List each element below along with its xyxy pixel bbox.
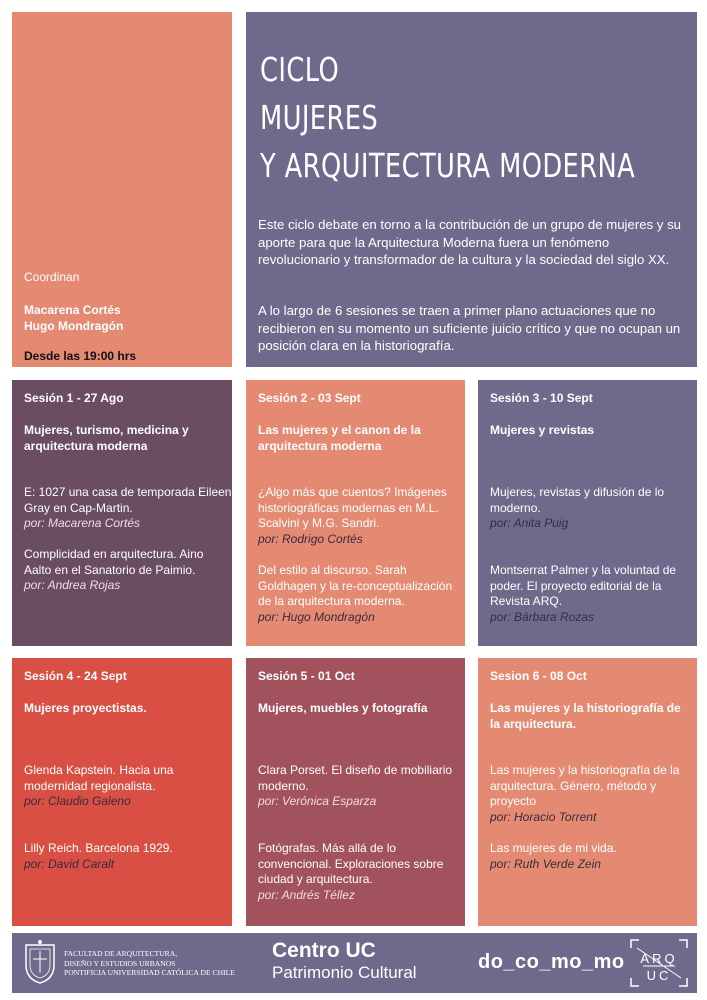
talk-author: por: Hugo Mondragón [258, 609, 375, 624]
talk-author: por: Ruth Verde Zein [490, 856, 601, 871]
session-heading: Sesión 4 - 24 Sept [24, 669, 127, 683]
title-line: CICLO [260, 50, 340, 89]
talk-title: Mujeres, revistas y difusión de lo moderno. [490, 485, 665, 515]
talk-title: Montserrat Palmer y la voluntad de poder. El proyecto editorial de la Revista ARQ. [490, 563, 677, 608]
session-topic: Mujeres, muebles y fotografía [258, 701, 428, 715]
talk-title: Lilly Reich. Barcelona 1929. [24, 841, 173, 855]
docomomo-logo: do_co_mo_mo [478, 951, 625, 973]
talk-author: por: Bárbara Rozas [490, 609, 595, 624]
session-card-1 [12, 380, 232, 646]
talk [258, 763, 466, 810]
session-heading: Sesion 6 - 08 Oct [490, 669, 587, 683]
session-card-3 [478, 380, 697, 646]
talk-title: E: 1027 una casa de temporada Eileen Gray en Cap-Martin. [24, 485, 232, 515]
centro-uc-subtitle: Patrimonio Cultural [272, 963, 417, 982]
session-card-4 [12, 658, 232, 926]
session-heading: Sesión 5 - 01 Oct [258, 669, 355, 683]
talk-author: por: Macarena Cortés [24, 516, 141, 530]
faculty-name [64, 949, 235, 978]
talk [490, 841, 698, 872]
coordinators-panel [12, 12, 232, 367]
talk-author: por: Rodrigo Cortés [258, 531, 363, 546]
page-title [260, 46, 635, 190]
coordinator-name: Hugo Mondragón [24, 319, 124, 333]
talk [24, 485, 232, 532]
talk-author: por: Horacio Torrent [490, 809, 597, 824]
arq-uc-line1: ARQ [640, 951, 678, 966]
session-card-2 [246, 380, 465, 646]
session-heading: Sesión 3 - 10 Sept [490, 391, 593, 405]
talk [490, 485, 698, 532]
talk-title: ¿Algo más que cuentos? Imágenes historiográficas modernas en M.L. Scalvini y M.G. Sandri. [258, 485, 447, 530]
talk-author: por: David Caralt [24, 856, 115, 871]
intro-paragraph: Este ciclo debate en torno a la contribución de un grupo de mujeres y su aporte para que la Arquitectura Moderna fuera un fenómeno revolucionario y transformador de la cultura y la sociedad del siglo XX. [258, 217, 681, 267]
faculty-line: PONTIFICIA UNIVERSIDAD CATÓLICA DE CHILE [64, 968, 235, 977]
talk [490, 763, 698, 825]
centro-uc-title: Centro UC [272, 939, 376, 962]
talk [24, 547, 232, 594]
talk-title: Fotógrafas. Más allá de lo convencional. Exploraciones sobre ciudad y arquitectura. [258, 841, 444, 886]
title-line: MUJERES [260, 98, 379, 137]
coordinator-name: Macarena Cortés [24, 303, 121, 317]
talk-title: Glenda Kapstein. Hacia una modernidad regionalista. [24, 763, 174, 793]
talk-title: Las mujeres y la historiografía de la arquitectura. Género, método y proyecto [490, 763, 680, 808]
faculty-line: DISEÑO Y ESTUDIOS URBANOS [64, 958, 176, 968]
intro-panel [246, 12, 697, 367]
coordinators-label: Coordinan [24, 270, 80, 284]
talk [24, 841, 232, 872]
centro-uc-logo [272, 939, 417, 983]
session-topic: Mujeres y revistas [490, 423, 595, 437]
session-topic: Mujeres, turismo, medicina y arquitectura moderna [24, 423, 189, 453]
arq-uc-line2: UC [646, 968, 672, 983]
title-line: Y ARQUITECTURA MODERNA [260, 146, 636, 185]
session-topic: Mujeres proyectistas. [24, 701, 147, 715]
talk [24, 763, 232, 810]
session-heading: Sesión 1 - 27 Ago [24, 391, 124, 405]
talk-author: por: Anita Puig [490, 516, 569, 530]
session-card-5 [246, 658, 465, 926]
talk-author: por: Andrea Rojas [24, 578, 121, 592]
talk [490, 563, 698, 625]
talk [258, 563, 466, 625]
faculty-line: FACULTAD DE ARQUITECTURA, [64, 949, 178, 958]
talk-title: Clara Porset. El diseño de mobiliario moderno. [258, 763, 453, 793]
talk-author: por: Claudio Galeno [24, 794, 131, 808]
talk [258, 841, 466, 903]
talk-title: Del estilo al discurso. Sarah Goldhagen y la re-conceptualización de la arquitectura moderna. [258, 563, 453, 608]
session-card-6 [478, 658, 697, 926]
talk-title: Complicidad en arquitectura. Aino Aalto en el Sanatorio de Paimio. [24, 547, 204, 577]
university-seal-icon [22, 939, 58, 985]
session-topic: Las mujeres y la historiografía de la arquitectura. [490, 701, 681, 731]
intro-paragraph: A lo largo de 6 sesiones se traen a primer plano actuaciones que no recibieron en su momento un suficiente juicio crítico y que no ocupan un posición clara en la historiografía. [258, 303, 681, 353]
start-time: Desde las 19:00 hrs [24, 349, 137, 363]
talk-title: Las mujeres de mi vida. [490, 841, 617, 855]
session-topic: Las mujeres y el canon de la arquitectura moderna [258, 423, 421, 453]
talk-author: por: Andrés Téllez [258, 887, 355, 902]
footer-logos [12, 933, 697, 993]
talk [258, 485, 466, 547]
coordinator-names [24, 302, 123, 334]
arq-uc-logo [629, 938, 689, 988]
talk-author: por: Verónica Esparza [258, 794, 377, 808]
session-heading: Sesión 2 - 03 Sept [258, 391, 361, 405]
